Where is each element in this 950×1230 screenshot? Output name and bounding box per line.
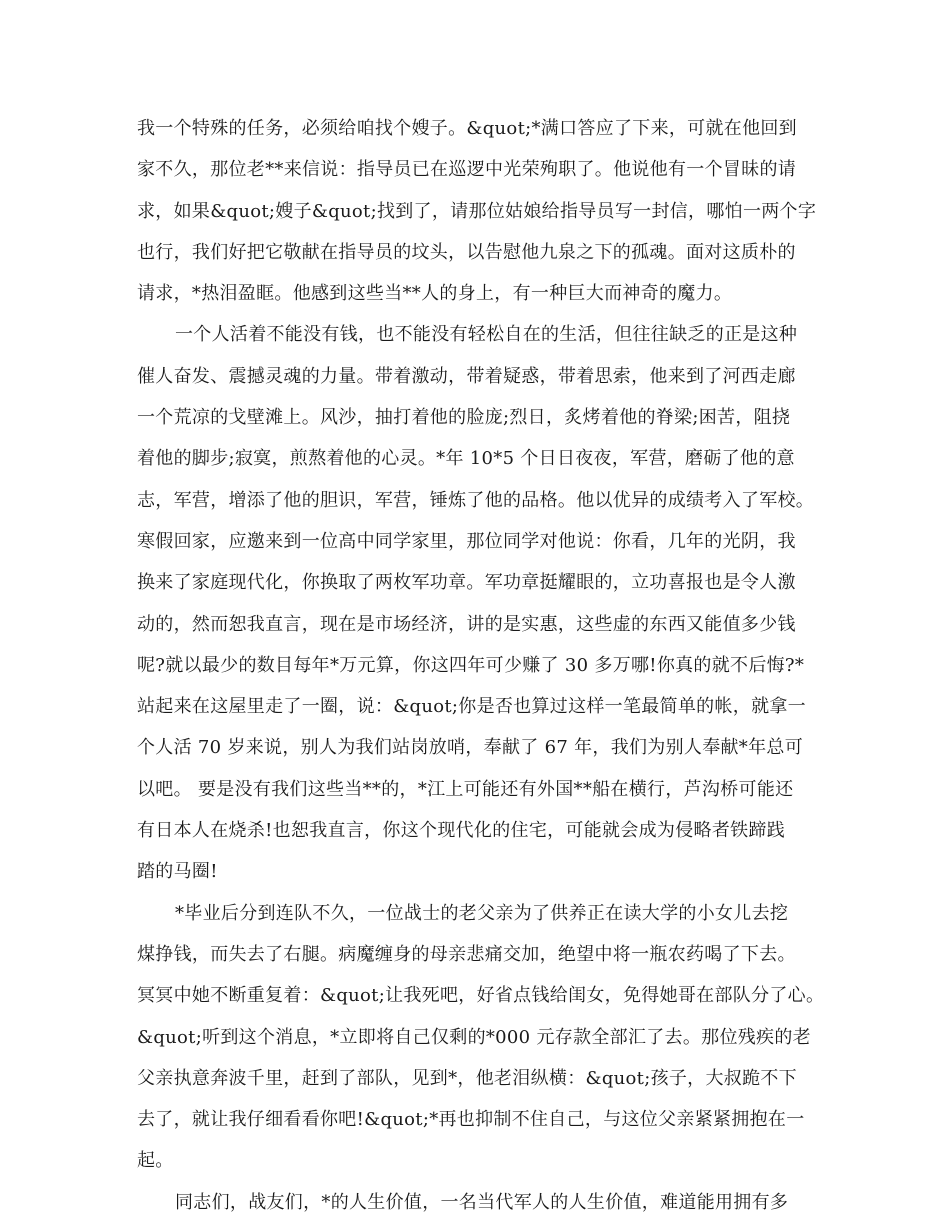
text-line: 请求，*热泪盈眶。他感到这些当**人的身上，有一种巨大而神奇的魔力。 xyxy=(137,283,733,305)
text-line: 一个人活着不能没有钱，也不能没有轻松自在的生活，但往往缺乏的正是这种 xyxy=(175,324,798,346)
text-line: 冥冥中她不断重复着：&quot;让我死吧，好省点钱给闺女，免得她哥在部队分了心。 xyxy=(137,985,825,1007)
text-line: 踏的马圈! xyxy=(137,861,218,883)
text-line: 以吧。 要是没有我们这些当**的，*江上可能还有外国**船在横行，芦沟桥可能还 xyxy=(137,778,794,800)
text-line: 有日本人在烧杀!也恕我直言，你这个现代化的住宅，可能就会成为侵略者铁蹄践 xyxy=(137,820,786,842)
text-line: 站起来在这屋里走了一圈，说：&quot;你是否也算过这样一笔最简单的帐，就拿一 xyxy=(137,696,806,718)
text-line: 煤挣钱，而失去了右腿。病魔缠身的母亲悲痛交加，绝望中将一瓶农药喝了下去。 xyxy=(137,943,796,965)
text-line: 也行，我们好把它敬献在指导员的坟头，以告慰他九泉之下的孤魂。面对这质朴的 xyxy=(137,241,796,263)
text-line: 寒假回家，应邀来到一位高中同学家里，那位同学对他说：你看，几年的光阴，我 xyxy=(137,530,796,552)
text-line: 起。 xyxy=(137,1150,174,1172)
text-line: 呢?就以最少的数目每年*万元算，你这四年可少赚了 30 多万哪!你真的就不后悔?* xyxy=(137,654,805,676)
text-line: 同志们，战友们，*的人生价值，一名当代军人的人生价值，难道能用拥有多 xyxy=(175,1191,789,1213)
text-line: 父亲执意奔波千里，赶到了部队，见到*，他老泪纵横：&quot;孩子，大叔跪不下 xyxy=(137,1067,797,1089)
text-line: &quot;听到这个消息，*立即将自己仅剩的*000 元存款全部汇了去。那位残疾的老 xyxy=(137,1026,811,1048)
text-line: 动的，然而恕我直言，现在是市场经济，讲的是实惠，这些虚的东西又能值多少钱 xyxy=(137,613,796,635)
text-line: 家不久，那位老**来信说：指导员已在巡逻中光荣殉职了。他说他有一个冒昧的请 xyxy=(137,159,797,181)
text-line: 求，如果&quot;嫂子&quot;找到了，请那位姑娘给指导员写一封信，哪怕一两个字 xyxy=(137,200,817,222)
text-line: 着他的脚步;寂寞，煎熬着他的心灵。*年 10*5 个日日夜夜，军营，磨砺了他的意 xyxy=(137,448,795,470)
text-line: 去了，就让我仔细看看你吧!&quot;*再也抑制不住自己，与这位父亲紧紧拥抱在一 xyxy=(137,1109,805,1131)
body-text xyxy=(137,108,827,1223)
text-line: 催人奋发、震撼灵魂的力量。带着激动，带着疑惑，带着思索，他来到了河西走廊 xyxy=(137,365,796,387)
text-line: 志，军营，增添了他的胆识，军营，锤炼了他的品格。他以优异的成绩考入了军校。 xyxy=(137,489,815,511)
text-line: 换来了家庭现代化，你换取了两枚军功章。军功章挺耀眼的，立功喜报也是令人激 xyxy=(137,572,796,594)
text-line: *毕业后分到连队不久，一位战士的老父亲为了供养正在读大学的小女儿去挖 xyxy=(175,902,789,924)
text-line: 个人活 70 岁来说，别人为我们站岗放哨，奉献了 67 年，我们为别人奉献*年总可 xyxy=(137,737,803,759)
text-line: 一个荒凉的戈壁滩上。风沙，抽打着他的脸庞;烈日，炙烤着他的脊梁;困苦，阻挠 xyxy=(137,407,791,429)
text-line: 我一个特殊的任务，必须给咱找个嫂子。&quot;*满口答应了下来，可就在他回到 xyxy=(137,118,797,139)
